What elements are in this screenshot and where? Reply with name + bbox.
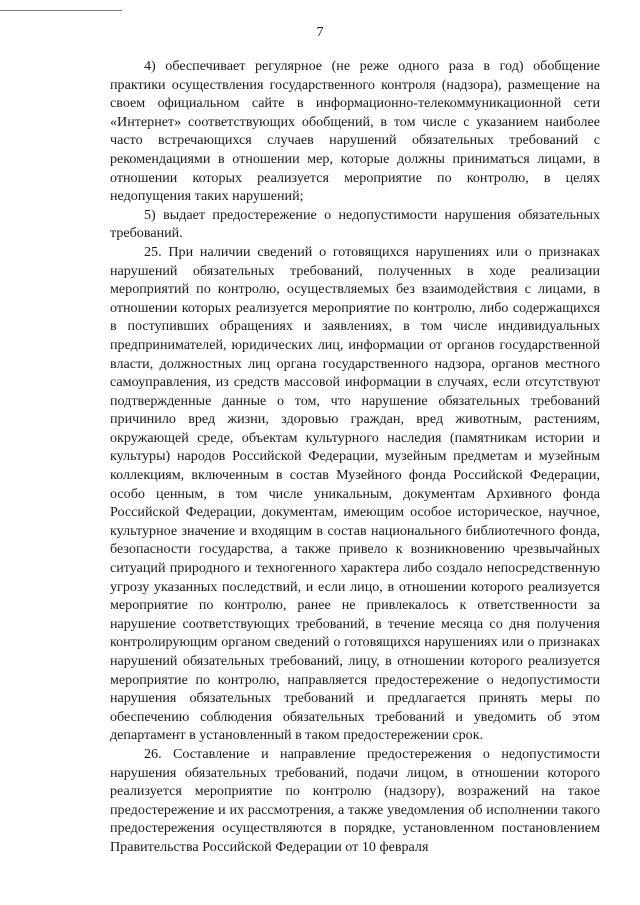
page-number: 7 — [316, 25, 324, 40]
scan-edge-line — [0, 10, 122, 11]
paragraph-item-4: 4) обеспечивает регулярное (не реже одного раза в год) обобщение практики осуществления государственного контроля (надзора), размещение на своем официальном сайте в информационно-телекоммуникационной сети «Интернет» соответствующих обобщений, в том числе с указанием наиболее часто встречающихся случаев нарушений обязательных требований с рекомендациями в отношении мер, которые должны приниматься лицами, в отношении которых реализуется мероприятие по контролю, в целях недопущения таких нарушений; — [110, 58, 600, 205]
paragraph-clause-25: 25. При наличии сведений о готовящихся нарушениях или о признаках нарушений обязательных требований, полученных в ходе реализации мероприятий по контролю, осуществляемых без взаимодействия с лицами, в отношении которых реализуется мероприятие по контролю, либо содержащихся в поступивших обращениях и заявлениях, в том числе индивидуальных предпринимателей, юридических лиц, информации от органов государственной власти, должностных лиц органа государственного надзора, органов местного самоуправления, из средств массовой информации в случаях, если отсутствуют подтвержденные данные о том, что нарушение обязательных требований причинило вред жизни, здоровью граждан, вред животным, растениям, окружающей среде, объектам культурного наследия (памятникам истории и культуры) народов Российской Федерации, музейным предметам и музейным коллекциям, включенным в состав Музейного фонда Российской Федерации, особо ценным, в том числе уникальным, документам Архивного фонда Российской Федерации, документам, имеющим особое историческое, научное, культурное значение и входящим в состав национального библиотечного фонда, безопасности государства, а также привело к возникновению чрезвычайных ситуаций природного и техногенного характера либо создало непосредственную угрозу указанных последствий, и если лицо, в отношении которого реализуется мероприятие по контролю, ранее не привлекалось к ответственности за нарушение соответствующих требований, в течение месяца со дня получения контролирующим органом сведений о готовящихся нарушениях или о признаках нарушений обязательных требований, лицу, в отношении которого реализуется мероприятие по контролю, направляется предостережение о недопустимости нарушения обязательных требований и предлагается принять меры по обеспечению соблюдения обязательных требований и уведомить об этом департамент в установленный в таком предостережении срок. — [110, 243, 600, 744]
paragraph-clause-26: 26. Составление и направление предостережения о недопустимости нарушения обязательных требований, подачи лицом, в отношении которого реализуется мероприятие по контролю (надзору), возражений на такое предостережение и их рассмотрения, а также уведомления об исполнении такого предостережения осуществляются в порядке, установленном постановлением Правительства Российской Федерации от 10 февраля — [110, 745, 600, 855]
paragraph-item-5: 5) выдает предостережение о недопустимости нарушения обязательных требований. — [110, 206, 600, 242]
document-body — [110, 57, 600, 857]
